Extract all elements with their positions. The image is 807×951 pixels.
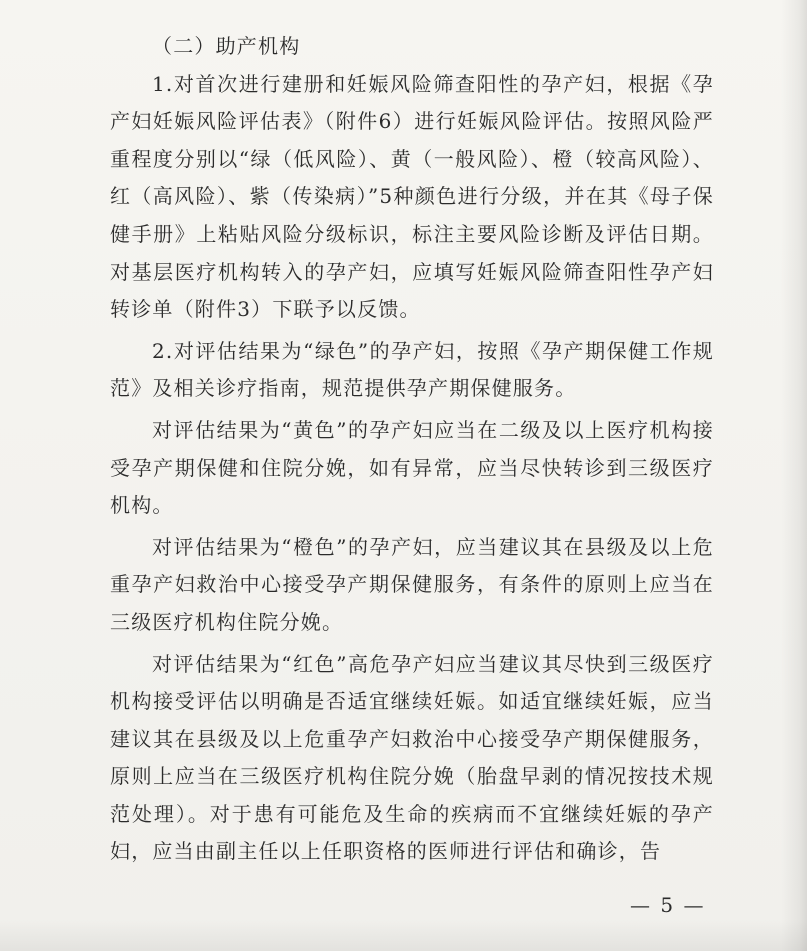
paragraph-red: 对评估结果为“红色”高危孕产妇应当建议其尽快到三级医疗机构接受评估以明确是否适宜继续妊娠。如适宜继续妊娠，应当建议其在县级及以上危重孕产妇救治中心接受孕产期保健服务，原则上应当在三级医疗机构住院分娩（胎盘早剥的情况按技术规范处理）。对于患有可能危及生命的疾病而不宜继续妊娠的孕产妇，应当由副主任以上任职资格的医师进行评估和确诊，告	[110, 651, 714, 864]
page-number: — 5 —	[630, 893, 706, 917]
page-bottom-shadow	[0, 919, 807, 951]
paragraph-risk-assessment: 1.对首次进行建册和妊娠风险筛查阳性的孕产妇，根据《孕产妇妊娠风险评估表》（附件6）进行妊娠风险评估。按照风险严重程度分别以“绿（低风险）、黄（一般风险）、橙（较高风险）、红（高风险）、紫（传染病）”5种颜色进行分级，并在其《母子保健手册》上粘贴风险分级标识，标注主要风险诊断及评估日期。对基层医疗机构转入的孕产妇，应填写妊娠风险筛查阳性孕产妇转诊单（附件3）下联予以反馈。	[110, 71, 714, 322]
paragraph-orange: 对评估结果为“橙色”的孕产妇，应当建议其在县级及以上危重孕产妇救治中心接受孕产期保健服务，有条件的原则上应当在三级医疗机构住院分娩。	[110, 534, 714, 634]
paragraph-green: 2.对评估结果为“绿色”的孕产妇，按照《孕产期保健工作规范》及相关诊疗指南，规范提供孕产期保健服务。	[110, 338, 714, 401]
paragraph-yellow: 对评估结果为“黄色”的孕产妇应当在二级及以上医疗机构接受孕产期保健和住院分娩，如有异常，应当尽快转诊到三级医疗机构。	[110, 417, 714, 518]
document-body	[110, 28, 714, 871]
page-edge-shadow	[781, 0, 807, 951]
section-heading: （二）助产机构	[152, 34, 301, 58]
